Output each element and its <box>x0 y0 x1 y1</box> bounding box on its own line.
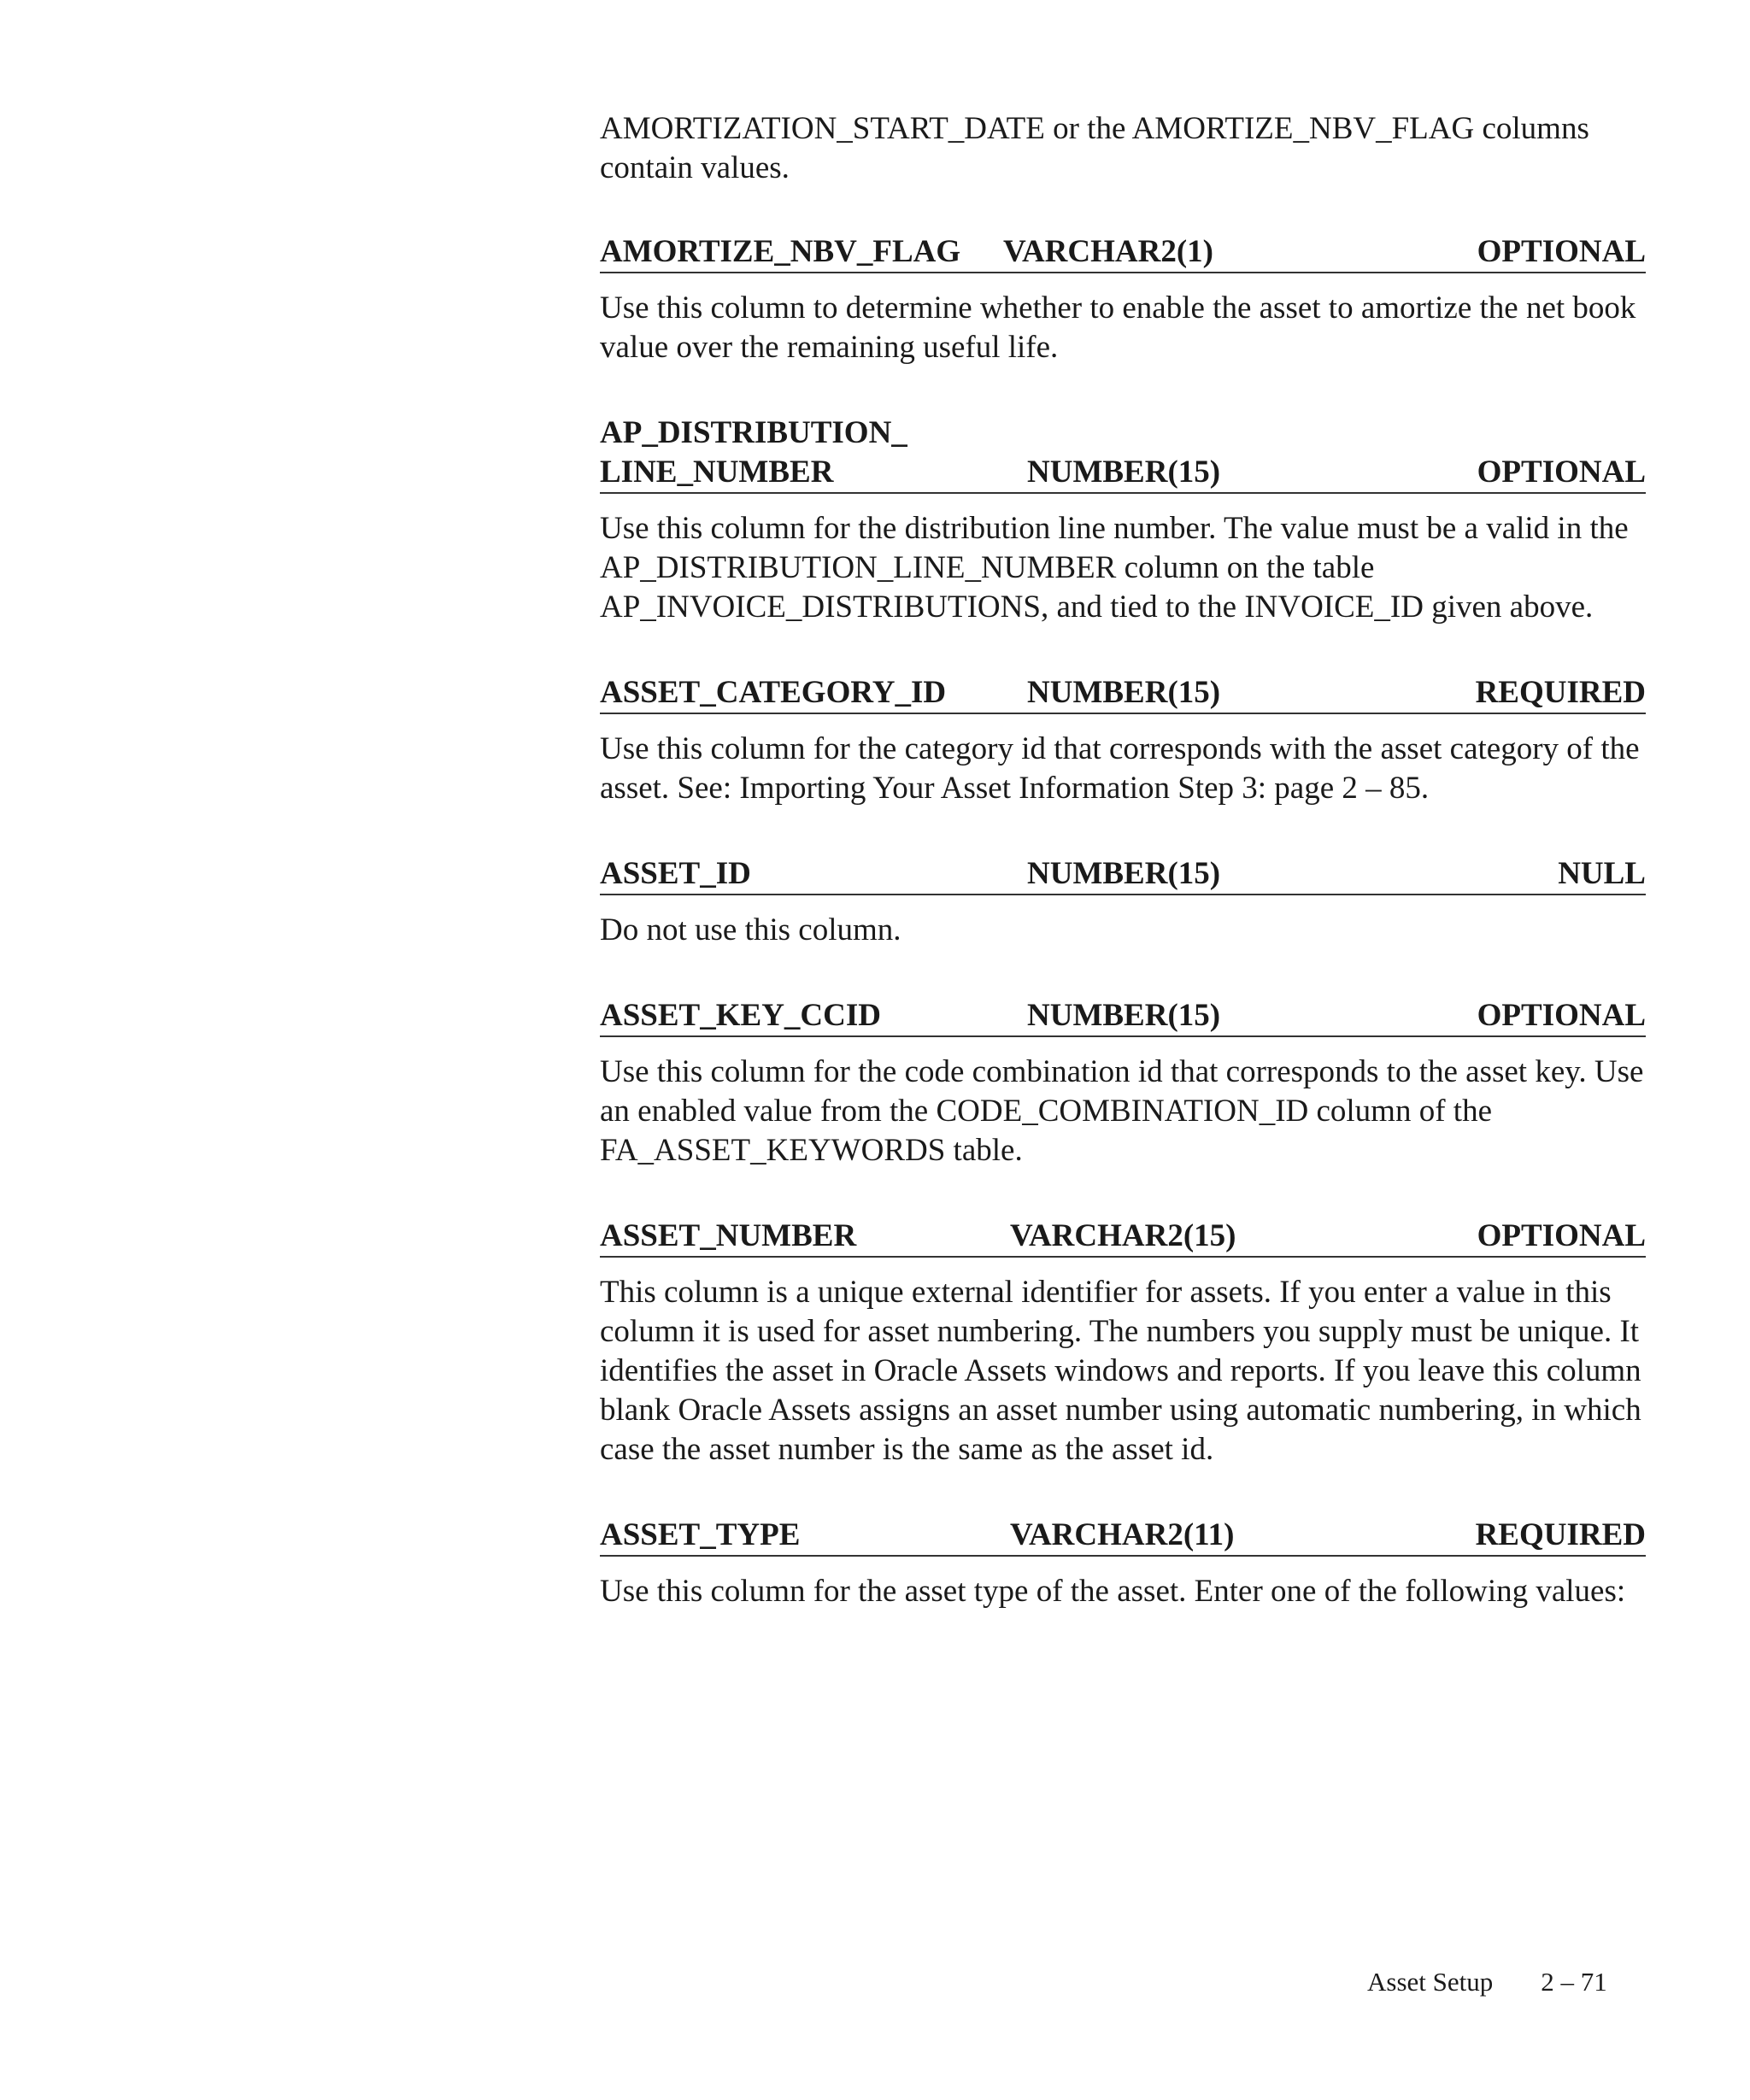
column-description: Do not use this column. <box>600 912 901 947</box>
column-status: OPTIONAL <box>1477 455 1646 490</box>
column-name: ASSET_KEY_CCID <box>600 998 881 1033</box>
column-name: ASSET_TYPE <box>600 1517 801 1552</box>
column-datatype: VARCHAR2(1) <box>1003 234 1213 269</box>
column-name: ASSET_NUMBER <box>600 1218 857 1253</box>
column-status: OPTIONAL <box>1477 998 1646 1033</box>
column-datatype: VARCHAR2(15) <box>1010 1218 1236 1253</box>
column-status: OPTIONAL <box>1477 1218 1646 1253</box>
footer-section-title: Asset Setup <box>1367 1967 1494 1997</box>
column-description: Use this column for the category id that corresponds with the asset category of the asset. See: Importing Your Asset Information Step 3: page 2 – 85. <box>600 731 1640 806</box>
column-name: ASSET_ID <box>600 856 751 891</box>
document-body <box>600 109 1646 1657</box>
column-status: REQUIRED <box>1475 1517 1646 1552</box>
column-entry-header <box>600 1516 1646 1557</box>
column-description: Use this column for the distribution line number. The value must be a valid in the AP_DISTRIBUTION_LINE_NUMBER column on the table AP_INVOICE_DISTRIBUTIONS, and tied to the INVOICE_ID given above. <box>600 511 1629 625</box>
column-description: Use this column for the asset type of the asset. Enter one of the following values: <box>600 1574 1626 1609</box>
column-datatype: NUMBER(15) <box>1027 455 1221 490</box>
column-status: OPTIONAL <box>1477 234 1646 269</box>
column-entry-header <box>600 854 1646 895</box>
column-description: Use this column to determine whether to enable the asset to amortize the net book value over the remaining useful life. <box>600 290 1636 365</box>
column-entry-asset-number <box>600 1217 1646 1469</box>
column-datatype: VARCHAR2(11) <box>1010 1517 1235 1552</box>
footer-page-number: 2 – 71 <box>1541 1967 1607 1997</box>
column-datatype: NUMBER(15) <box>1027 856 1221 891</box>
column-description: Use this column for the code combination id that corresponds to the asset key. Use an enabled value from the CODE_COMBINATION_ID column of the FA_ASSET_KEYWORDS table. <box>600 1054 1644 1168</box>
column-status: NULL <box>1558 856 1646 891</box>
page-footer <box>1367 1965 1607 1999</box>
column-entry-asset-type <box>600 1516 1646 1611</box>
column-entry-ap-distribution-line-number <box>600 414 1646 627</box>
column-status: REQUIRED <box>1475 675 1646 710</box>
column-datatype: NUMBER(15) <box>1027 675 1221 710</box>
column-entry-header <box>600 996 1646 1037</box>
column-entry-asset-key-ccid <box>600 996 1646 1170</box>
column-entry-asset-id <box>600 854 1646 950</box>
column-entry-amortize-nbv-flag <box>600 232 1646 367</box>
intro-paragraph: AMORTIZATION_START_DATE or the AMORTIZE_NBV_FLAG columns contain values. <box>600 111 1589 185</box>
column-name: AMORTIZE_NBV_FLAG <box>600 234 961 269</box>
column-entry-header <box>600 232 1646 273</box>
column-datatype: NUMBER(15) <box>1027 998 1221 1033</box>
column-entry-asset-category-id <box>600 673 1646 808</box>
column-description: This column is a unique external identifier for assets. If you enter a value in this column it is used for asset numbering. The numbers you supply must be unique. It identifies the asset in Oracle Assets windows and reports. If you leave this column blank Oracle Assets assigns an asset number using automatic numbering, in which case the asset number is the same as the asset id. <box>600 1275 1641 1467</box>
column-entry-header <box>600 1217 1646 1258</box>
column-name: AP_DISTRIBUTION_ LINE_NUMBER <box>600 415 907 490</box>
column-entry-header <box>600 414 1646 494</box>
column-name: ASSET_CATEGORY_ID <box>600 675 947 710</box>
column-entry-header <box>600 673 1646 714</box>
